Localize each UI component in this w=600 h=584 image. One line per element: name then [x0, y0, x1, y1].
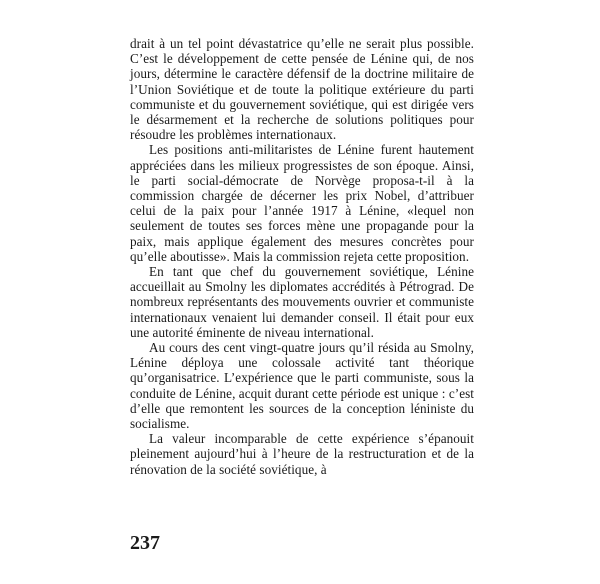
paragraph-4: Au cours des cent vingt-quatre jours qu’il résida au Smolny, Lénine déploya une colossale activité tant théorique qu’organisatrice. L’expérience que le parti communiste, sous la conduite de Lénine, acquit durant cette période est unique : c’est d’elle que remontent les sources de la conception léniniste du socialisme. [130, 340, 474, 432]
paragraph-2: Les positions anti-militaristes de Lénine furent hautement appréciées dans les milieux progressistes de son époque. Ainsi, le parti social-démocrate de Norvège proposa-t-il à la commission chargée de décerner les prix Nobel, d’attribuer celui de la paix pour l’année 1917 à Lénine, «lequel non seulement de toutes ses forces mène une propagande pour la paix, mais applique également des mesures concrètes pour qu’elle aboutisse». Mais la commission rejeta cette proposition. [130, 142, 474, 264]
page-body-text [130, 36, 474, 477]
page-number: 237 [130, 532, 160, 554]
paragraph-1: drait à un tel point dévastatrice qu’elle ne serait plus possible. C’est le développement de cette pensée de Lénine qui, de nos jours, détermine le caractère défensif de la doctrine militaire de l’Union Soviétique et de toute la politique extérieure du parti communiste et du gouvernement soviétique, qui est dirigée vers le désarmement et la recherche de solutions politiques pour résoudre les problèmes internationaux. [130, 36, 474, 143]
paragraph-5: La valeur incomparable de cette expérience s’épanouit pleinement aujourd’hui à l’heure de la restructuration et de la rénovation de la société soviétique, à [130, 431, 474, 477]
paragraph-3: En tant que chef du gouvernement soviétique, Lénine accueillait au Smolny les diplomates accrédités à Pétrograd. De nombreux représentants des mouvements ouvrier et communiste internationaux venaient lui demander conseil. Il était pour eux une autorité éminente de niveau international. [130, 264, 474, 340]
